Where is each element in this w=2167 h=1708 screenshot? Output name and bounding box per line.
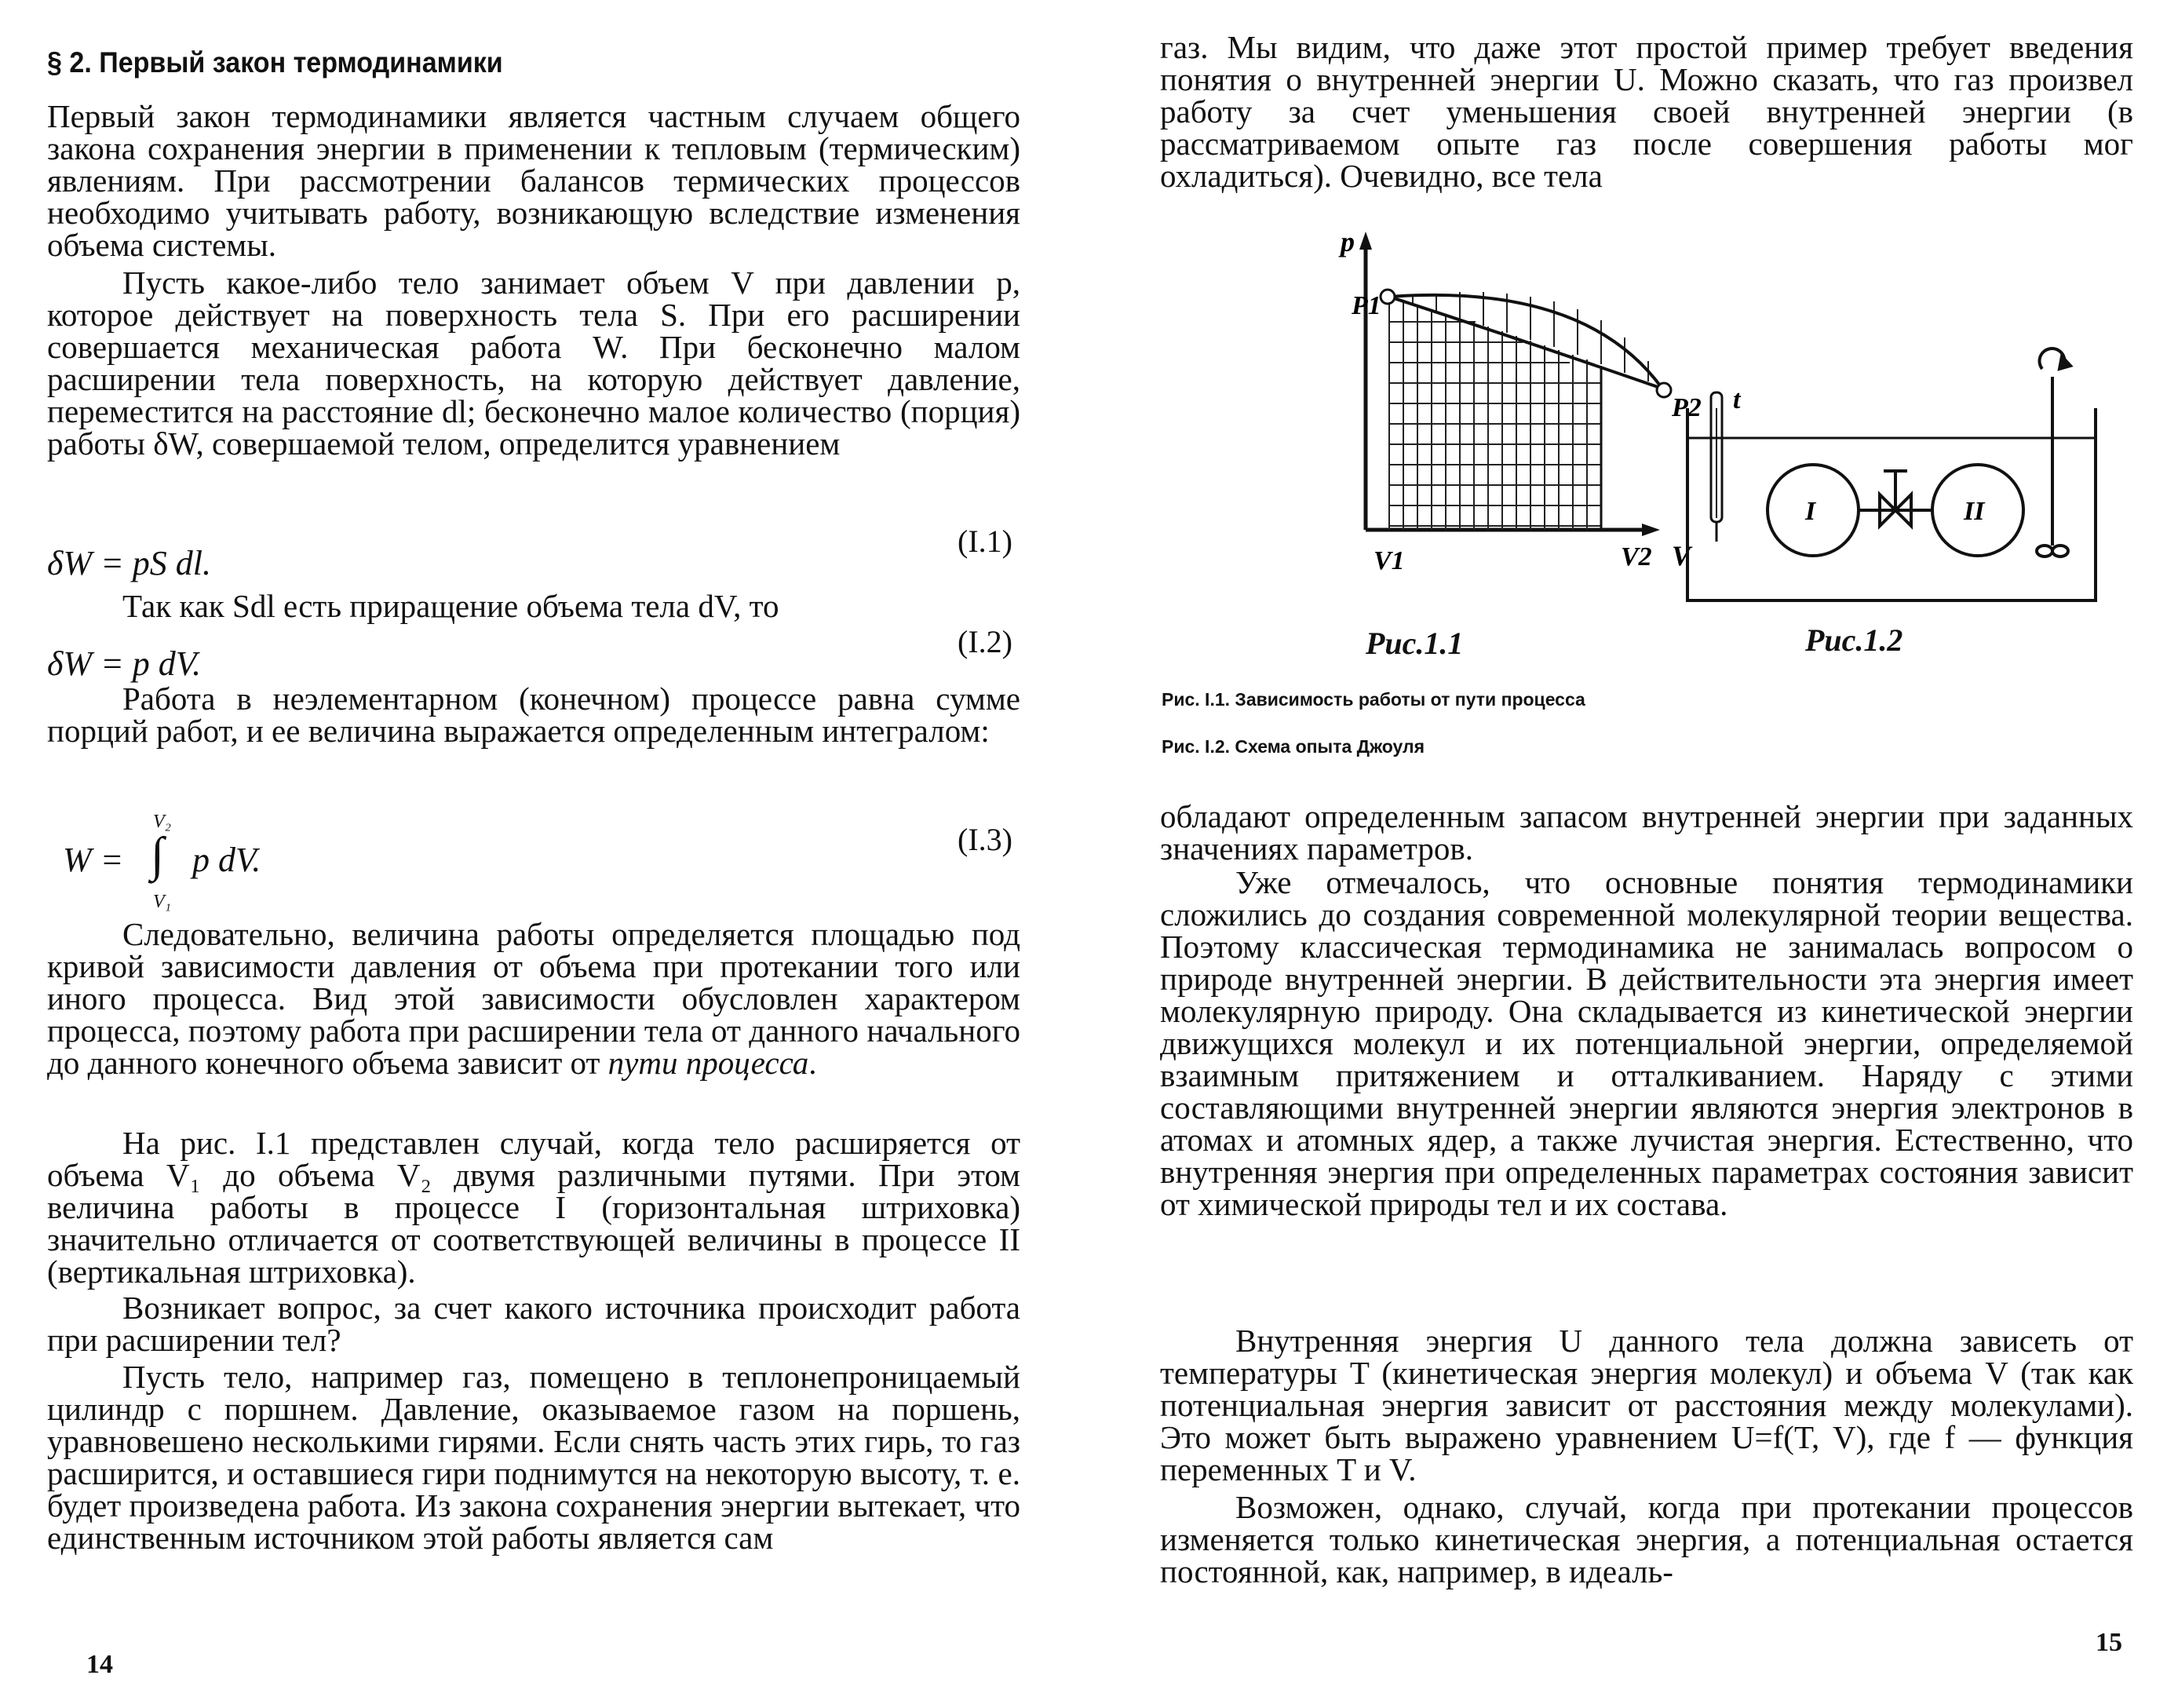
paragraph-figure-reference: На рис. I.1 представлен случай, когда тело расширяется от объема V₁ до объема V₂ двумя различными путями. При этом величина работы в процессе I (горизонтальная штриховка) значительно отличается от соответствующей величины в процессе II (вертикальная штриховка). xyxy=(47,1125,1020,1290)
paragraph-state-function: Внутренняя энергия U данного тела должна зависеть от температуры T (кинетическая энергия молекул) и объема V (так как потенциальная энергия зависит от расстояния между молекулами). Это может быть выражено уравнением U=f(T, V), где f — функция переменных T и V. xyxy=(1160,1323,2133,1487)
equation-3-body: p dV. xyxy=(192,841,261,879)
caption-figure-2: Рис. I.2. Схема опыта Джоуля xyxy=(1162,736,1425,757)
paragraph-path-dependence xyxy=(47,918,1020,1079)
path-text: Следовательно, величина работы определяется площадью под кривой зависимости давления от объема при протекании того или иного процесса. Вид этой зависимости обусловлен характером процесса, поэтому работа при расширении тела от данного начального до данного конечного объема зависит от xyxy=(47,916,1020,1081)
equation-3-lower-limit: V₁ xyxy=(153,892,172,912)
equation-3 xyxy=(63,812,377,912)
process-curves xyxy=(1389,295,1662,530)
point-p2-marker xyxy=(1657,383,1671,397)
paragraph-question: Возникает вопрос, за счет какого источника происходит работа при расширении тел? xyxy=(47,1290,1020,1358)
point-p2-label: P2 xyxy=(1672,393,1702,422)
paragraph-molecular-nature: Уже отмечалось, что основные понятия термодинамики сложились до создания современной молекулярной теории вещества. Поэтому классическая термодинамика не занималась вопросом о природе внутренней энергии. В действительности эта энергия имеет молекулярную природу. Она складывается из кинетической энергии движущихся молекул и их потенциальной энергии, определяемой взаимным притяжением и отталкиванием. Наряду с этими составляющими внутренней энергии являются энергия электронов в атомах и атомных ядер, а также лучистая энергия. Естественно, что внутренняя энергия при определенных параметрах состояния зависит от химической природы тел и их состава. xyxy=(1160,864,2133,1222)
figure-1-label: Рис.1.1 xyxy=(1366,626,1464,661)
right-page xyxy=(1083,0,2167,1708)
figure-joule-experiment xyxy=(1680,345,2119,612)
axis-v-label: V xyxy=(1672,540,1691,571)
paragraph-gas-example: Пусть тело, например газ, помещено в теплонепроницаемый цилиндр с поршнем. Давление, оказываемое газом на поршень, уравновешено несколькими гирями. Если снять часть этих гирь, то газ расширится, и оставшиеся гири поднимутся на некоторую высоту, т. е. будет произведена работа. Из закона сохранения энергии вытекает, что единственным источником этой работы является сам xyxy=(47,1359,1020,1556)
thermometer-label: t xyxy=(1733,385,1741,414)
paragraph-internal-energy-intro: газ. Мы видим, что даже этот простой пример требует введения понятия о внутренней энергии U. Можно сказать, что газ произвел работу за счет уменьшения своей внутренней энергии (в рассматриваемом опыте газ после совершения работы мог охладиться). Очевидно, все тела xyxy=(1160,29,2133,194)
figure-pv-diagram xyxy=(1256,226,1702,604)
thermometer-icon xyxy=(1711,392,1722,542)
page-number-left: 14 xyxy=(86,1650,113,1679)
point-p1-label: P1 xyxy=(1352,291,1381,320)
tick-v2-label: V2 xyxy=(1621,542,1652,571)
path-period: . xyxy=(808,1045,817,1081)
axis-p-label: p xyxy=(1341,226,1355,257)
vessel-1-label: I xyxy=(1805,497,1816,526)
figure-2-label: Рис.1.2 xyxy=(1805,622,1903,658)
caption-figure-1: Рис. I.1. Зависимость работы от пути процесса xyxy=(1162,689,1585,710)
equation-1-number: (I.1) xyxy=(958,524,1012,559)
section-heading: § 2. Первый закон термодинамики xyxy=(47,46,503,78)
equation-3-upper-limit: V₂ xyxy=(153,812,172,832)
equation-2: δW = p dV. xyxy=(47,644,202,683)
equation-3-lhs: W = xyxy=(63,841,124,879)
paragraph-work-definition: Пусть какое-либо тело занимает объем V при давлении p, которое действует на поверхность тела S. При его расширении совершается механическая работа W. При бесконечно малом расширении тела поверхность, на которую действует давление, переместится на расстояние dl; бесконечно малое количество (порция) работы δW, совершаемой телом, определится уравнением xyxy=(47,265,1020,462)
path-term: пути процесса xyxy=(607,1045,809,1081)
equation-1: δW = pS dl. xyxy=(47,544,212,582)
paragraph-volume-increment: Так как Sdl есть приращение объема тела dV, то xyxy=(122,588,779,624)
paragraph-intro: Первый закон термодинамики является частным случаем общего закона сохранения энергии в применении к тепловым (термическим) явлениям. При рассмотрении балансов термических процессов необходимо учитывать работу, возникающую вследствие изменения объема системы. xyxy=(47,98,1020,263)
paragraph-energy-store: обладают определенным запасом внутренней энергии при заданных значениях параметров. xyxy=(1160,798,2133,867)
paragraph-finite-work: Работа в неэлементарном (конечном) процессе равна сумме порций работ, и ее величина выражается определенным интегралом: xyxy=(47,681,1020,749)
page-number-right: 15 xyxy=(2096,1628,2122,1657)
equation-2-number: (I.2) xyxy=(958,624,1012,659)
equation-3-integral-sign: ∫ xyxy=(151,828,164,881)
equation-3-number: (I.3) xyxy=(958,822,1012,857)
paragraph-ideal-case: Возможен, однако, случай, когда при протекании процессов изменяется только кинетическая энергия, а потенциальная остается постоянной, как, например, в идеаль- xyxy=(1160,1489,2133,1589)
left-page xyxy=(0,0,1083,1708)
tick-v1-label: V1 xyxy=(1374,546,1405,575)
point-p1-marker xyxy=(1381,290,1395,304)
vessel-2-label: II xyxy=(1964,497,1985,526)
stirrer-icon xyxy=(2037,349,2070,557)
